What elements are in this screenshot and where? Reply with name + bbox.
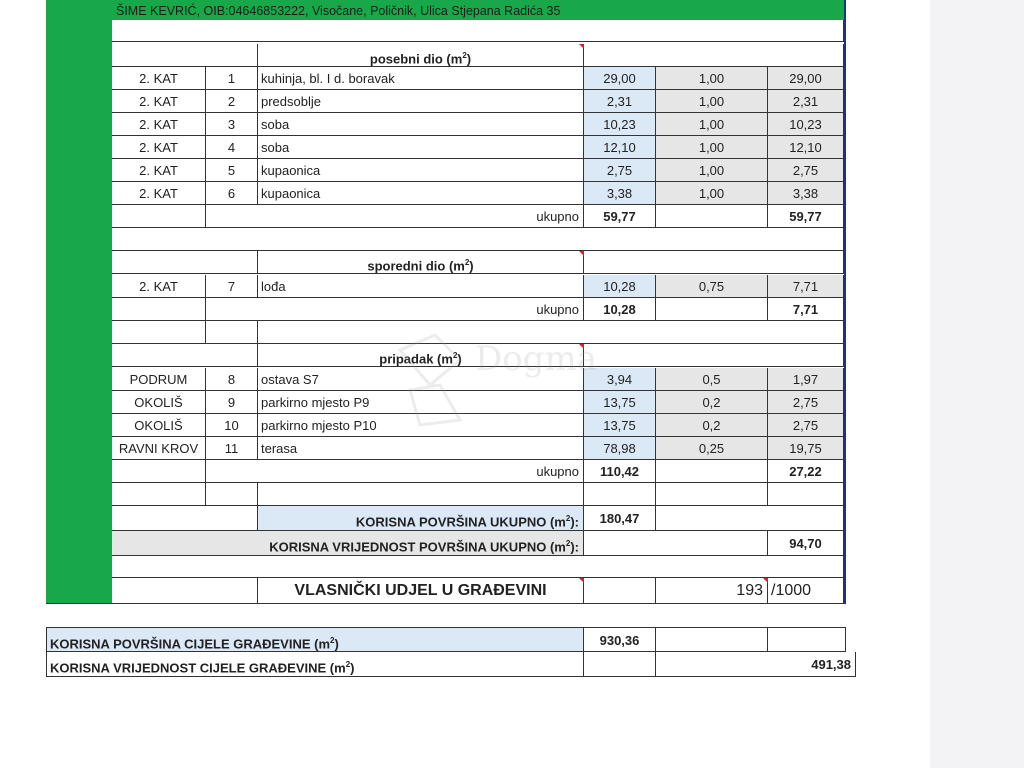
coef-cell: 1,00 [656,113,768,136]
blank-cell [584,483,656,506]
number-cell: 4 [206,136,258,159]
building-value-label: KORISNA VRIJEDNOST CIJELE GRAĐEVINE $(m^2)$ [46,652,584,677]
blank-cell [112,205,206,228]
ownership-share-numerator: 193 [656,578,768,604]
floor-cell: 2. KAT [112,159,206,182]
korisna-vrijednost-label: KORISNA VRIJEDNOST POVRŠINA UKUPNO $(m^2)$: [112,531,584,556]
section-title-sporedni: sporedni dio $(m^2)$ [258,251,584,274]
room-name-cell: predsoblje [258,90,584,113]
floor-cell: 2. KAT [112,136,206,159]
owner-header: ŠIME KEVRIĆ, OIB:04646853222, Visočane, Poličnik, Ulica Stjepana Radića 35 [112,0,844,20]
room-name-cell: kupaonica [258,159,584,182]
coef-cell: 0,75 [656,275,768,298]
blank-cell [112,506,258,531]
blank-cell [112,251,258,274]
floor-cell: 2. KAT [112,90,206,113]
value-cell: 12,10 [768,136,844,159]
blank-cell [112,483,206,506]
number-cell: 8 [206,368,258,391]
watermark-text: Dogma [475,339,598,379]
total-label: ukupno [206,205,584,228]
comment-marker [579,251,584,256]
floor-cell: 2. KAT [112,182,206,205]
blank-cell [656,205,768,228]
blank-cell [112,578,258,604]
floor-cell: 2. KAT [112,67,206,90]
area-cell: 13,75 [584,391,656,414]
section-title-pripadak: pripadak $(m^2)$ [258,344,584,367]
room-name-cell: parkirno mjesto P10 [258,414,584,437]
area-cell: 3,94 [584,368,656,391]
floor-cell: 2. KAT [112,113,206,136]
total-area: 10,28 [584,298,656,321]
blank-row [112,20,844,42]
value-cell: 2,31 [768,90,844,113]
total-value: 7,71 [768,298,844,321]
blank-cell [768,627,846,652]
area-cell: 2,75 [584,159,656,182]
room-name-cell: kupaonica [258,182,584,205]
blank-cell [258,483,584,506]
divider [46,603,112,604]
value-cell: 2,75 [768,159,844,182]
area-cell: 10,23 [584,113,656,136]
total-area: 59,77 [584,205,656,228]
floor-cell: 2. KAT [112,275,206,298]
coef-cell: 1,00 [656,136,768,159]
blank-row [112,228,844,251]
viewer-background-strip [930,0,1024,768]
number-cell: 6 [206,182,258,205]
number-cell: 7 [206,275,258,298]
blank-cell [112,44,258,67]
blank-cell [112,321,206,344]
blank-cell [112,460,206,483]
green-side-column [46,0,112,604]
floor-cell: OKOLIŠ [112,414,206,437]
value-cell: 2,75 [768,414,844,437]
total-label: ukupno [206,460,584,483]
coef-cell: 1,00 [656,67,768,90]
number-cell: 9 [206,391,258,414]
number-cell: 11 [206,437,258,460]
blank-cell [584,251,844,274]
coef-cell: 1,00 [656,182,768,205]
section-title-posebni: posebni dio $(m^2)$ [258,44,584,67]
area-cell: 2,31 [584,90,656,113]
number-cell: 5 [206,159,258,182]
room-name-cell: terasa [258,437,584,460]
room-name-cell: soba [258,136,584,159]
korisna-povrsina-value: 180,47 [584,506,656,531]
floor-cell: OKOLIŠ [112,391,206,414]
blank-cell [206,483,258,506]
coef-cell: 0,2 [656,391,768,414]
floor-cell: RAVNI KROV [112,437,206,460]
blank-cell [584,44,844,67]
ownership-share-label: VLASNIČKI UDJEL U GRAĐEVINI [258,578,584,604]
floor-cell: PODRUM [112,368,206,391]
watermark-logo [380,330,610,430]
area-cell: 3,38 [584,182,656,205]
korisna-vrijednost-value: 94,70 [768,531,844,556]
area-cell: 78,98 [584,437,656,460]
coef-cell: 0,5 [656,368,768,391]
blank-cell [206,321,258,344]
number-cell: 2 [206,90,258,113]
blank-cell [656,460,768,483]
room-name-cell: parkirno mjesto P9 [258,391,584,414]
room-name-cell: ostava S7 [258,368,584,391]
number-cell: 1 [206,67,258,90]
blank-cell [656,627,768,652]
value-cell: 3,38 [768,182,844,205]
blank-cell [656,298,768,321]
total-value: 27,22 [768,460,844,483]
value-cell: 2,75 [768,391,844,414]
blank-cell [656,506,844,531]
value-cell: 1,97 [768,368,844,391]
coef-cell: 0,2 [656,414,768,437]
blank-row [112,556,844,578]
room-name-cell: lođa [258,275,584,298]
value-cell: 29,00 [768,67,844,90]
value-cell: 10,23 [768,113,844,136]
area-cell: 12,10 [584,136,656,159]
room-name-cell: kuhinja, bl. I d. boravak [258,67,584,90]
blank-cell [112,344,258,367]
blank-cell [768,483,844,506]
total-value: 59,77 [768,205,844,228]
comment-marker [579,44,584,49]
coef-cell: 1,00 [656,90,768,113]
blank-cell [584,652,656,677]
value-cell: 7,71 [768,275,844,298]
blank-cell [584,578,656,604]
area-cell: 29,00 [584,67,656,90]
building-value-value: 491,38 [656,652,856,677]
blank-cell [584,344,844,367]
korisna-povrsina-label: KORISNA POVRŠINA UKUPNO $(m^2)$: [258,506,584,531]
room-name-cell: soba [258,113,584,136]
value-cell: 19,75 [768,437,844,460]
building-area-label: KORISNA POVRŠINA CIJELE GRAĐEVINE $(m^2)$ [46,627,584,652]
coef-cell: 1,00 [656,159,768,182]
sheet-right-border [844,0,846,628]
total-label: ukupno [206,298,584,321]
blank-cell [584,531,768,556]
spacer [46,604,846,628]
area-cell: 13,75 [584,414,656,437]
total-area: 110,42 [584,460,656,483]
area-cell: 10,28 [584,275,656,298]
ownership-share-denominator: /1000 [768,578,844,604]
coef-cell: 0,25 [656,437,768,460]
blank-cell [656,483,768,506]
blank-cell [112,298,206,321]
number-cell: 10 [206,414,258,437]
number-cell: 3 [206,113,258,136]
building-area-value: 930,36 [584,627,656,652]
